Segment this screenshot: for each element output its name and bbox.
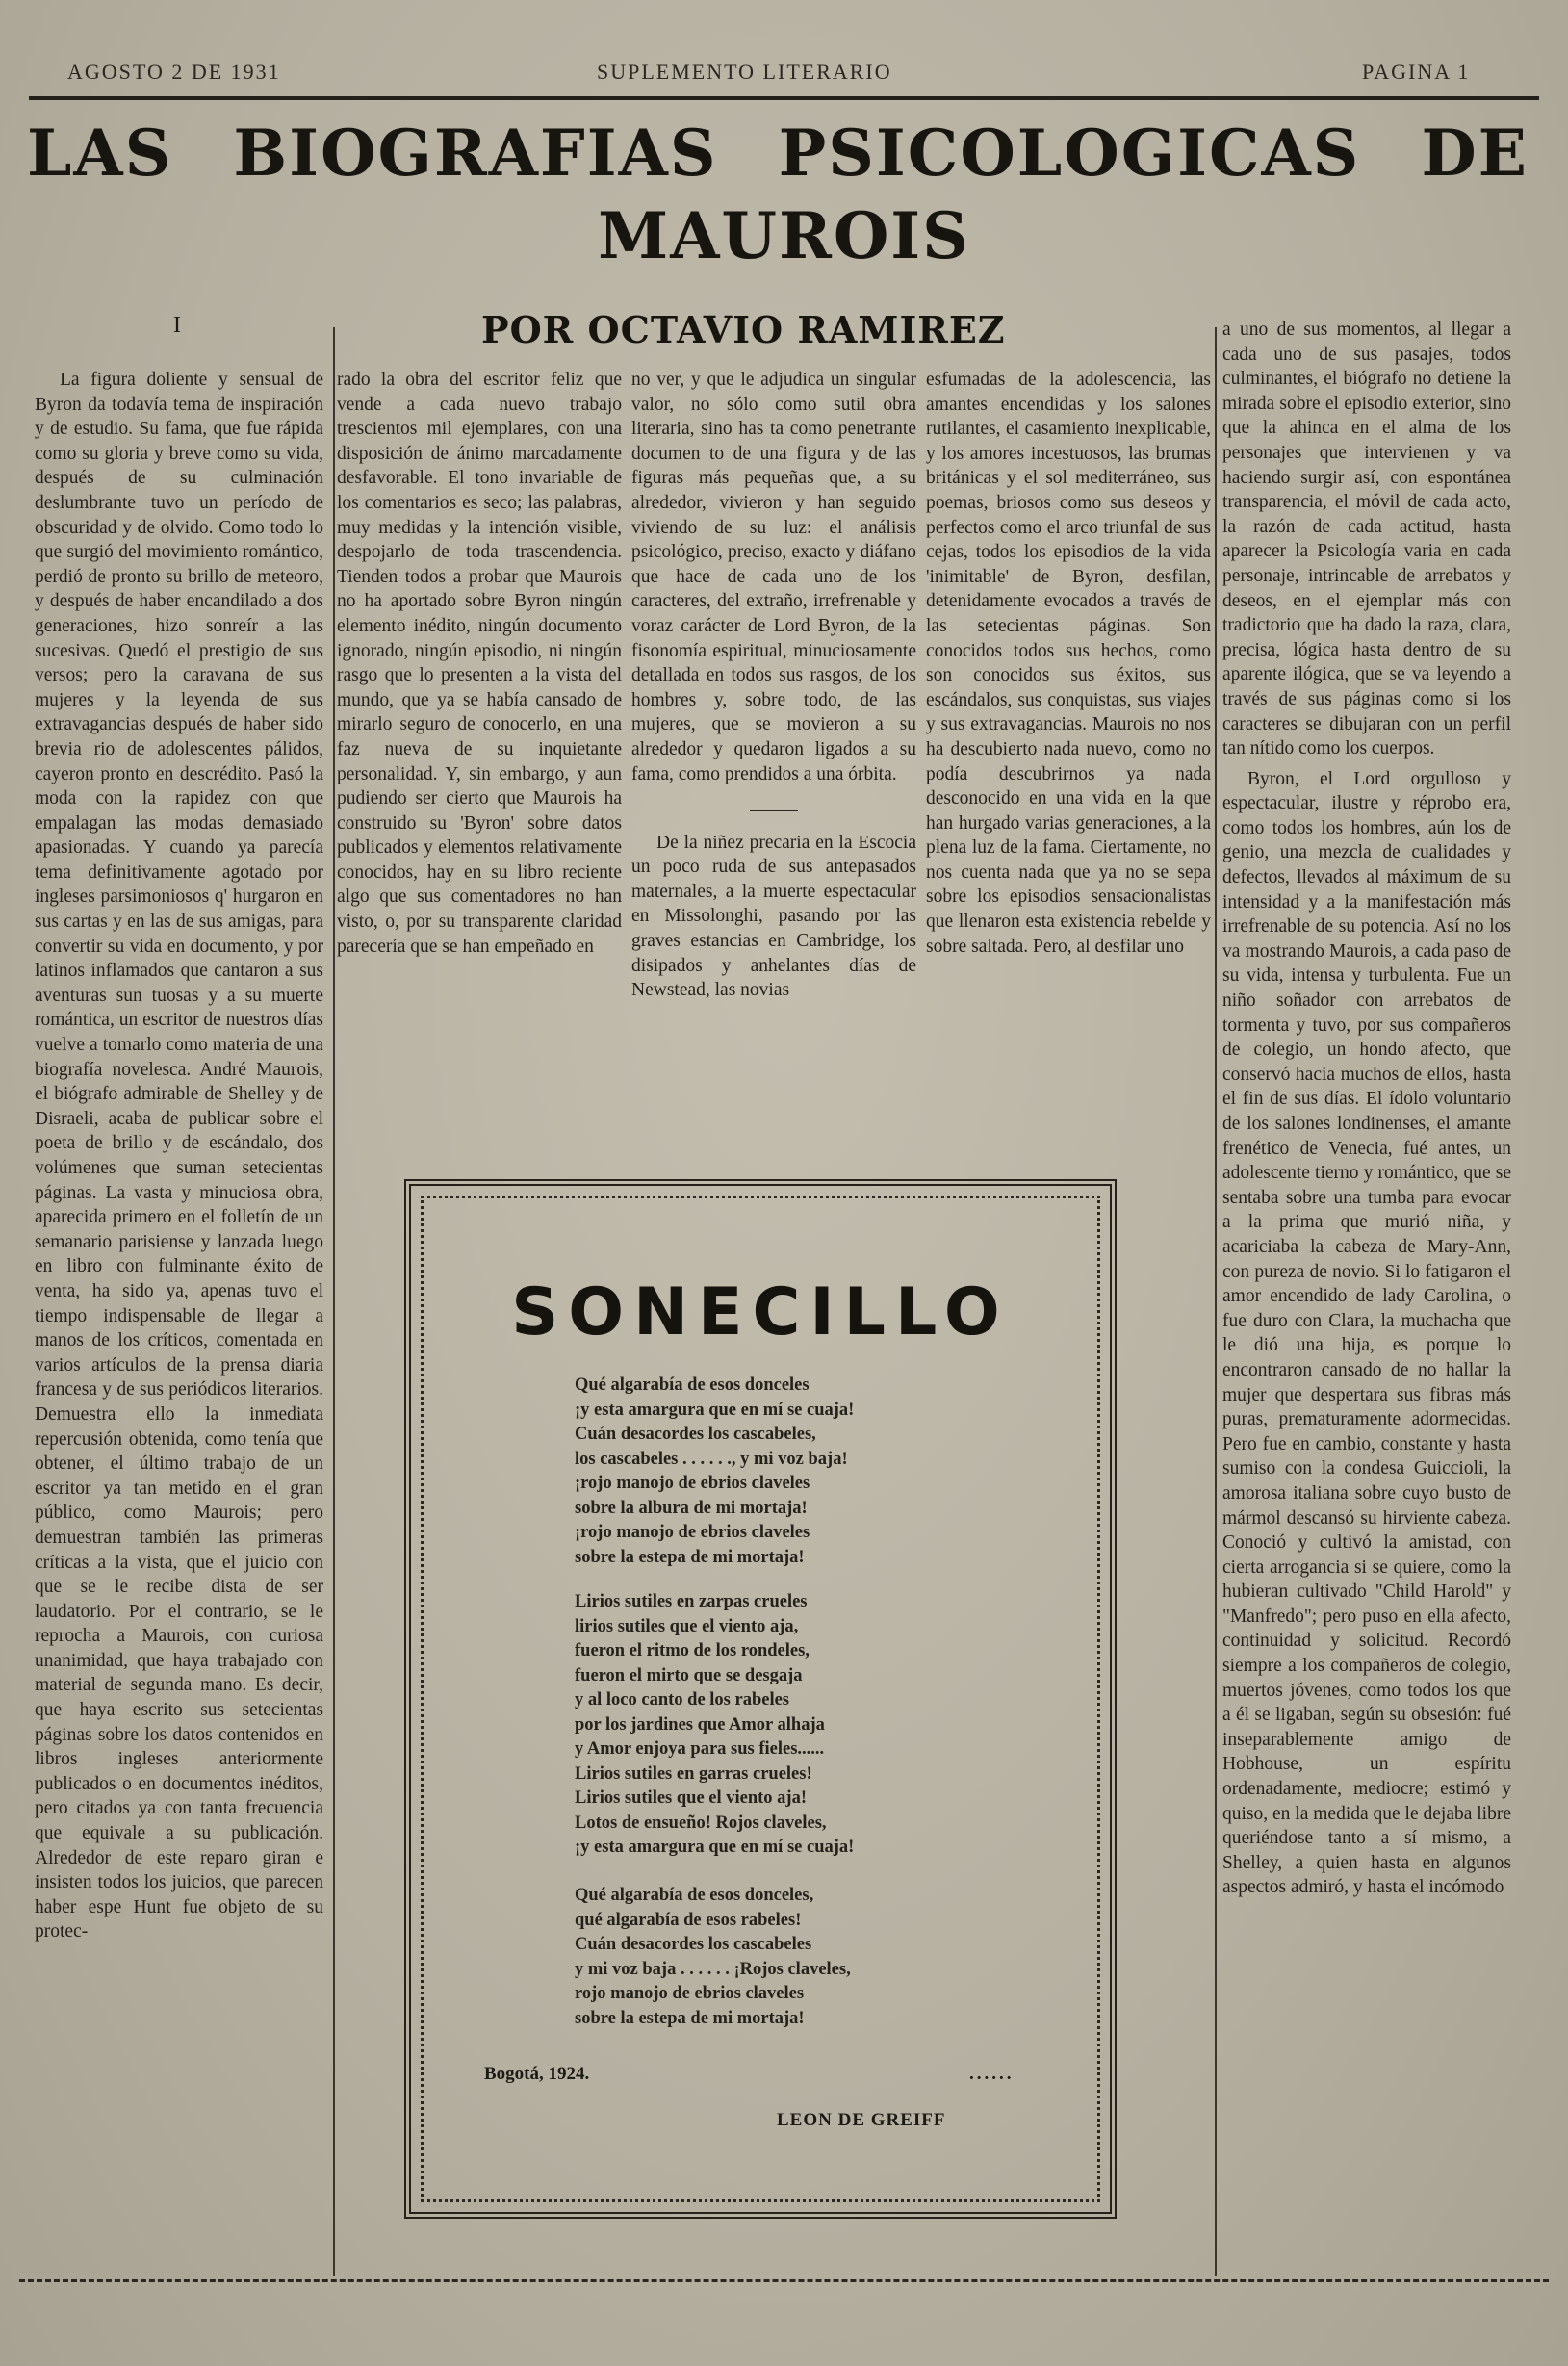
paragraph: De la niñez precaria en la Escocia un poco ruda de sus antepasados maternales, a la muerte espectacular en Missolonghi, pasando por las graves estancias en Cambridge, los disipados y anhelantes días de Newstead, las novias (631, 832, 916, 1001)
column-divider (333, 327, 335, 2276)
poem-stanza-1 (575, 1374, 854, 1570)
poem-line: Qué algarabía de esos donceles, (575, 1886, 814, 1905)
header-page-number: PAGINA 1 (1362, 60, 1471, 84)
poem-line: por los jardines que Amor alhaja (575, 1714, 825, 1735)
poem-line: Lirios sutiles en garras crueles! (575, 1763, 812, 1784)
title-word: DE (1421, 116, 1529, 191)
title-word: BIOGRAFIAS (233, 116, 718, 191)
poem-line: Lotos de ensueño! Rojos claveles, (575, 1813, 827, 1833)
poem-line: y al loco canto de los rabeles (575, 1690, 790, 1710)
poem-line: Lirios sutiles en zarpas crueles (575, 1592, 808, 1611)
article-title (27, 116, 1529, 191)
paragraph: esfumadas de la adolescencia, las amantes encendidas y los salones rutilantes, el casamiento inexplicable, y los amores incestuosos, las brumas británicas y el sol mediterráneo, sus poemas, briosos como sus deseos y perfectos como el arco triunfal de sus cejas, todos los episodios de la vida 'inimitable' de Byron, desfilan, detenidamente evocados a través de las setecientas páginas. Son conocidos todos sus hechos, como son conocidos sus éxitos, sus escándalos, sus conquistas, sus viajes y sus extravagancias. Maurois no nos ha descubierto nada nuevo, como no podía descubrirnos ya nada desconocido en una vida en la que han hurgado varias generaciones, a la plena luz de la fama. Ciertamente, no nos cuenta nada que ya no se sepa sobre los episodios sensacionalistas que llenaron esta existencia rebelde y sobre saltada. Pero, al desfilar uno (926, 370, 1211, 957)
poem-dots: ...... (969, 2064, 1015, 2084)
poem-line: ¡y esta amargura que en mí se cuaja! (575, 1400, 855, 1420)
article-column-5 (1222, 318, 1511, 2276)
poem-line: y mi voz baja . . . . . . ¡Rojos claveles, (575, 1959, 851, 1979)
header-section: SUPLEMENTO LITERARIO (597, 60, 892, 84)
article-column-3 (631, 368, 916, 1119)
poem-line: Qué algarabía de esos donceles (575, 1376, 810, 1395)
byline: POR OCTAVIO RAMIREZ (481, 308, 1006, 351)
poem-stanza-2 (575, 1590, 854, 1861)
poem-title: SONECILLO (511, 1274, 1010, 1350)
article-column-2 (337, 368, 622, 1119)
paragraph: a uno de sus momentos, al llegar a cada uno de sus pasajes, todos culminantes, el biógrafo no detiene la mirada sobre el episodio exterior, sino que la ahinca en el alma de los personajes que intervienen y va haciendo surgir así, con espontánea transparencia, el móvil de cada acto, la razón de cada actitud, hasta aparecer la Psicología varia en cada personaje, intrincable de arrebatos y deseos, en el ejemplar más con tradictorio que ha dado la raza, clara, precisa, lógica hasta dentro de su aparente ilógica, que se va leyendo a través de sus páginas como si los caracteres se dibujaran con un perfil tan nítido como los cuerpos. (1222, 320, 1511, 759)
article-title-line2: MAUROIS (598, 198, 970, 273)
poem-line: fueron el mirto que se desgaja (575, 1665, 803, 1685)
title-word: PSICOLOGICAS (778, 116, 1361, 191)
article-column-4 (926, 368, 1211, 1119)
poem-line: sobre la estepa de mi mortaja! (575, 2008, 805, 2028)
poem-line: Cuán desacordes los cascabeles (575, 1935, 812, 1954)
poem-line: ¡rojo manojo de ebrios claveles (575, 1523, 810, 1542)
poem-line: lirios sutiles que el viento aja, (575, 1616, 799, 1636)
poem-line: ¡rojo manojo de ebrios claveles (575, 1474, 810, 1493)
poem-line: Lirios sutiles que el viento aja! (575, 1788, 808, 1808)
poem-line: sobre la albura de mi mortaja! (575, 1498, 808, 1518)
paragraph: rado la obra del escritor feliz que vende a cada nuevo trabajo trescientos mil ejemplares, con una disposición de ánimo marcadamente desfavorable. El tono invariable de los comentarios es seco; las palabras, muy medidas y la intención visible, despojarlo de toda trascendencia. Tienden todos a probar que Maurois no ha aportado sobre Byron ningún elemento inédito, ningún documento ignorado, ningún episodio, ni ningún rasgo que lo presenten a la vista del mundo, que ya se había cansado de mirarlo seguro de conocerlo, en una faz nueva de su inquietante personalidad. Y, sin embargo, y aun pudiendo ser cierto que Maurois ha construido su 'Byron' sobre datos publicados y elementos relativamente conocidos, hay en su libro reciente algo que sus comentadores no han visto, o, por su transparente claridad parecería que se han empeñado en (337, 370, 622, 957)
poem-line: rojo manojo de ebrios claveles (575, 1984, 805, 2003)
article-column-1 (35, 368, 323, 2278)
poem-author: LEON DE GREIFF (777, 2110, 946, 2130)
poem-box (404, 1179, 1117, 2219)
poem-line: ¡y esta amargura que en mí se cuaja! (575, 1838, 855, 1857)
poem-line: los cascabeles . . . . . ., y mi voz baja! (575, 1449, 848, 1469)
poem-line: y Amor enjoya para sus fieles...... (575, 1739, 825, 1759)
section-numeral: I (173, 313, 181, 338)
column-divider (1215, 327, 1217, 2276)
paragraph: Byron, el Lord orgulloso y espectacular, ilustre y réprobo era, como todos los hombres, aún los de genio, una mezcla de cualidades y defectos, llevados al máximum de su intensidad y a la manifestación más irrefrenable de su potencia. Así no los va mostrando Maurois, a cada paso de su vida, intensa y turbulenta. Fue un niño soñador con arrebatos de tormenta y tuvo, por sus compañeros de colegio, un hondo afecto, que conservó hacia muchos de ellos, hasta el fin de sus días. El ídolo voluntario de los salones londinenses, el amante frenético de Venecia, fué antes, un adolescente tierno y romántico, que se sentaba sobre una tumba para evocar a la prima que murió niña, y acariciaba la cabeza de Mary-Ann, con pureza de novio. Si lo fatigaron el amor encendido de lady Carolina, o fue duro con Clara, la muchacha que le dió una hija, es porque lo encontraron cansado de no hallar la mujer que despertara sus fibras más puras, prematuramente adormecidas. Pero fue en cambio, constante y hasta sumiso con la condesa Guiccioli, la amorosa italiana sobre cuyo busto de mármol descansó su hirviente cabeza. Conoció y cultivó la amistad, con cierta arrogancia si se quiere, como la hubieran cultivado "Child Harold" y "Manfredo"; pero puso en ella afecto, continuidad y solicitud. Recordó siempre a los compañeros de colegio, muertos jóvenes, como todos los que a él se ligaban, según su obsesión: fué inseparablemente amigo de Hobhouse, un espíritu ordenadamente, mediocre; estimó y quiso, en la medida que le dejaba libre queriéndose tanto a sí mismo, a Shelley, a quien hasta en algunos aspectos admiró, y hasta el incómodo (1222, 768, 1511, 1898)
poem-line: sobre la estepa de mi mortaja! (575, 1547, 805, 1567)
paragraph: no ver, y que le adjudica un singular valor, no sólo como sutil obra literaria, sino has ta como penetrante documen to de una figura y de las figuras más pequeñas que, a su alrededor, vivieron y han seguido viviendo de su luz: el análisis psicológico, preciso, exacto y diáfano que hace de cada uno de los caracteres, del extraño, irrefrenable y voraz carácter de Lord Byron, de la fisonomía espiritual, minuciosamente detallada en todos sus rasgos, de los hombres y, sobre todo, de las mujeres, que se movieron a su alrededor y quedaron ligados a su fama, como prendidos a una órbita. (631, 370, 916, 784)
separator (631, 794, 916, 819)
poem-line: fueron el ritmo de los rondeles, (575, 1641, 810, 1660)
poem-stanza-3 (575, 1884, 851, 2031)
poem-place-date: Bogotá, 1924. (484, 2064, 590, 2084)
header-rule (29, 96, 1539, 100)
paragraph: La figura doliente y sensual de Byron da todavía tema de inspiración y de estudio. Su fama, que fue rápida como su gloria y breve como su vida, después de su culminación deslumbrante tuvo un período de obscuridad y de olvido. Como todo lo que surgió del movimiento romántico, perdió de pronto su brillo de meteoro, y después de haber encandilado a dos generaciones, hizo sonreír a las sucesivas. Quedó el prestigio de sus versos; pero la caravana de sus mujeres y la leyenda de sus extravagancias después de haber sido brevia rio de adolescentes pálidos, cayeron pronto en descrédito. Pasó la moda con la rapidez con que empalagan las modas demasiado apasionadas. Y cuando ya parecía tema definitivamente agotado por ingleses parsimoniosos q' hurgaron en sus cartas y en las de sus amigas, para convertir su vida en documento, y por latinos inflamados que cantaron a sus aventuras sun tuosas y a su muerte romántica, un escritor de nuestros días vuelve a tomarlo como materia de una biografía novelesca. André Maurois, el biógrafo admirable de Shelley y de Disraeli, acaba de publicar sobre el poeta de brillo y de escándalo, dos volúmenes que suman setecientas páginas. La vasta y minuciosa obra, aparecida primero en el folletín de un semanario parisiense y lanzada luego en libro con fulminante éxito de venta, ha sido ya, apenas tuvo el tiempo indispensable de llegar a manos de los críticos, comentada en varios artículos de la prensa diaria francesa y de sus periódicos literarios. Demuestra ello la inmediata repercusión obtenida, como tenía que obtener, el último trabajo de un escritor ya tan metido en el gran público, como Maurois; pero demuestran también las primeras críticas a la vista, que el juicio con que se le recibe dista de ser laudatorio. Por el contrario, se le reprocha a Maurois, con curiosa unanimidad, que haya trabajado con material de segunda mano. Es decir, que haya escrito sus setecientas páginas sobre los datos contenidos en libros ingleses anteriormente publicados o en documentos inéditos, pero citados ya con tanta frecuencia que equivale a su publicación. Alrededor de este reparo giran e insisten todos los juicios, que parecen haber espe Hunt fue objeto de su protec- (35, 370, 323, 1942)
title-word: LAS (27, 116, 173, 191)
header-date: AGOSTO 2 DE 1931 (67, 60, 281, 84)
poem-line: Cuán desacordes los cascabeles, (575, 1425, 816, 1444)
page-bottom-rule (19, 2279, 1549, 2282)
poem-line: qué algarabía de esos rabeles! (575, 1910, 802, 1930)
